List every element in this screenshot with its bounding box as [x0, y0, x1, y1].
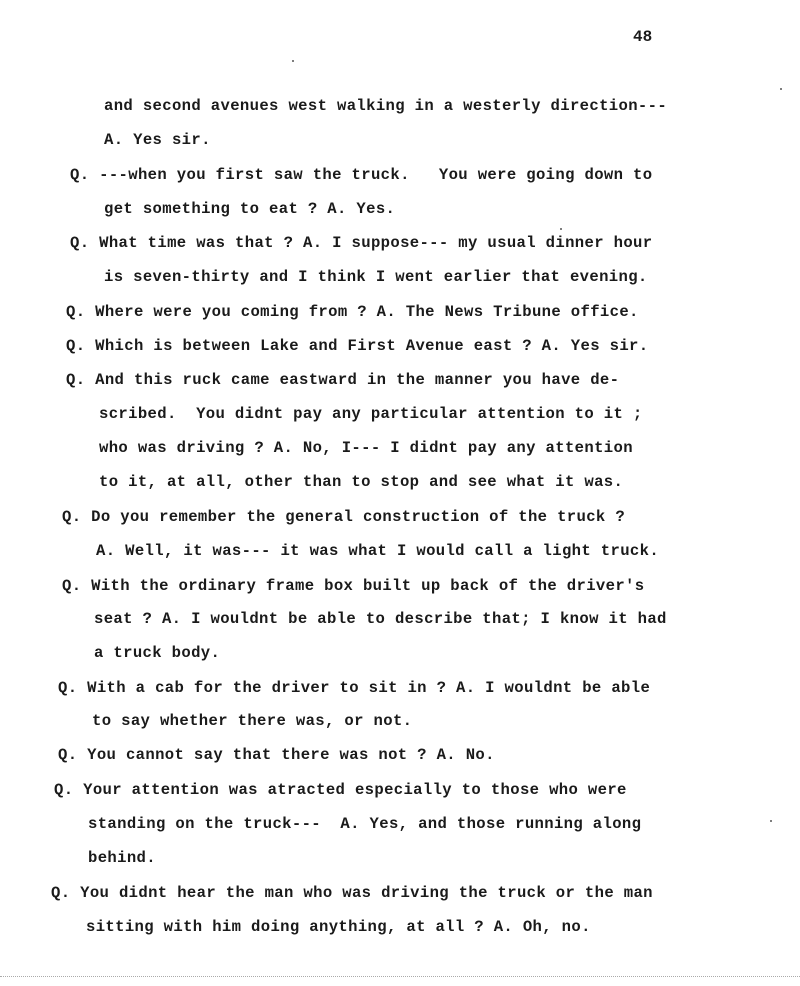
- transcript-line: Q. With a cab for the driver to sit in ? A. I wouldnt be able: [58, 679, 651, 697]
- transcript-line: to say whether there was, or not.: [92, 712, 413, 730]
- transcript-line: standing on the truck--- A. Yes, and those running along: [88, 815, 642, 833]
- scan-speck: [292, 60, 294, 62]
- transcript-line: Q. With the ordinary frame box built up back of the driver's: [62, 577, 645, 595]
- transcript-line: and second avenues west walking in a westerly direction---: [104, 97, 668, 115]
- transcript-line: a truck body.: [94, 644, 221, 662]
- transcript-line: who was driving ? A. No, I--- I didnt pay any attention: [99, 439, 633, 457]
- transcript-line: is seven-thirty and I think I went earlier that evening.: [104, 268, 648, 286]
- transcript-line: seat ? A. I wouldnt be able to describe that; I know it had: [94, 610, 667, 628]
- transcript-line: Q. Which is between Lake and First Avenue east ? A. Yes sir.: [66, 337, 649, 355]
- transcript-line: scribed. You didnt pay any particular attention to it ;: [99, 405, 643, 423]
- transcript-line: Q. Do you remember the general construction of the truck ?: [62, 508, 626, 526]
- transcript-line: Q. Where were you coming from ? A. The News Tribune office.: [66, 303, 639, 321]
- transcript-line: Q. What time was that ? A. I suppose--- my usual dinner hour: [70, 234, 653, 252]
- transcript-line: A. Yes sir.: [104, 131, 211, 149]
- transcript-line: A. Well, it was--- it was what I would call a light truck.: [96, 542, 660, 560]
- transcript-line: Q. Your attention was atracted especially to those who were: [54, 781, 627, 799]
- transcript-line: to it, at all, other than to stop and see what it was.: [99, 473, 624, 491]
- transcript-line: behind.: [88, 849, 156, 867]
- scan-speck: [770, 820, 772, 822]
- transcript-line: get something to eat ? A. Yes.: [104, 200, 396, 218]
- page-number: 48: [633, 28, 653, 46]
- transcript-line: sitting with him doing anything, at all ? A. Oh, no.: [86, 918, 591, 936]
- transcript-line: Q. You cannot say that there was not ? A. No.: [58, 746, 495, 764]
- transcript-line: Q. You didnt hear the man who was driving the truck or the man: [51, 884, 653, 902]
- scan-speck: [560, 228, 562, 230]
- scan-speck: [780, 88, 782, 90]
- scan-edge: [0, 976, 800, 977]
- transcript-line: Q. ---when you first saw the truck. You were going down to: [70, 166, 653, 184]
- transcript-line: Q. And this ruck came eastward in the manner you have de-: [66, 371, 620, 389]
